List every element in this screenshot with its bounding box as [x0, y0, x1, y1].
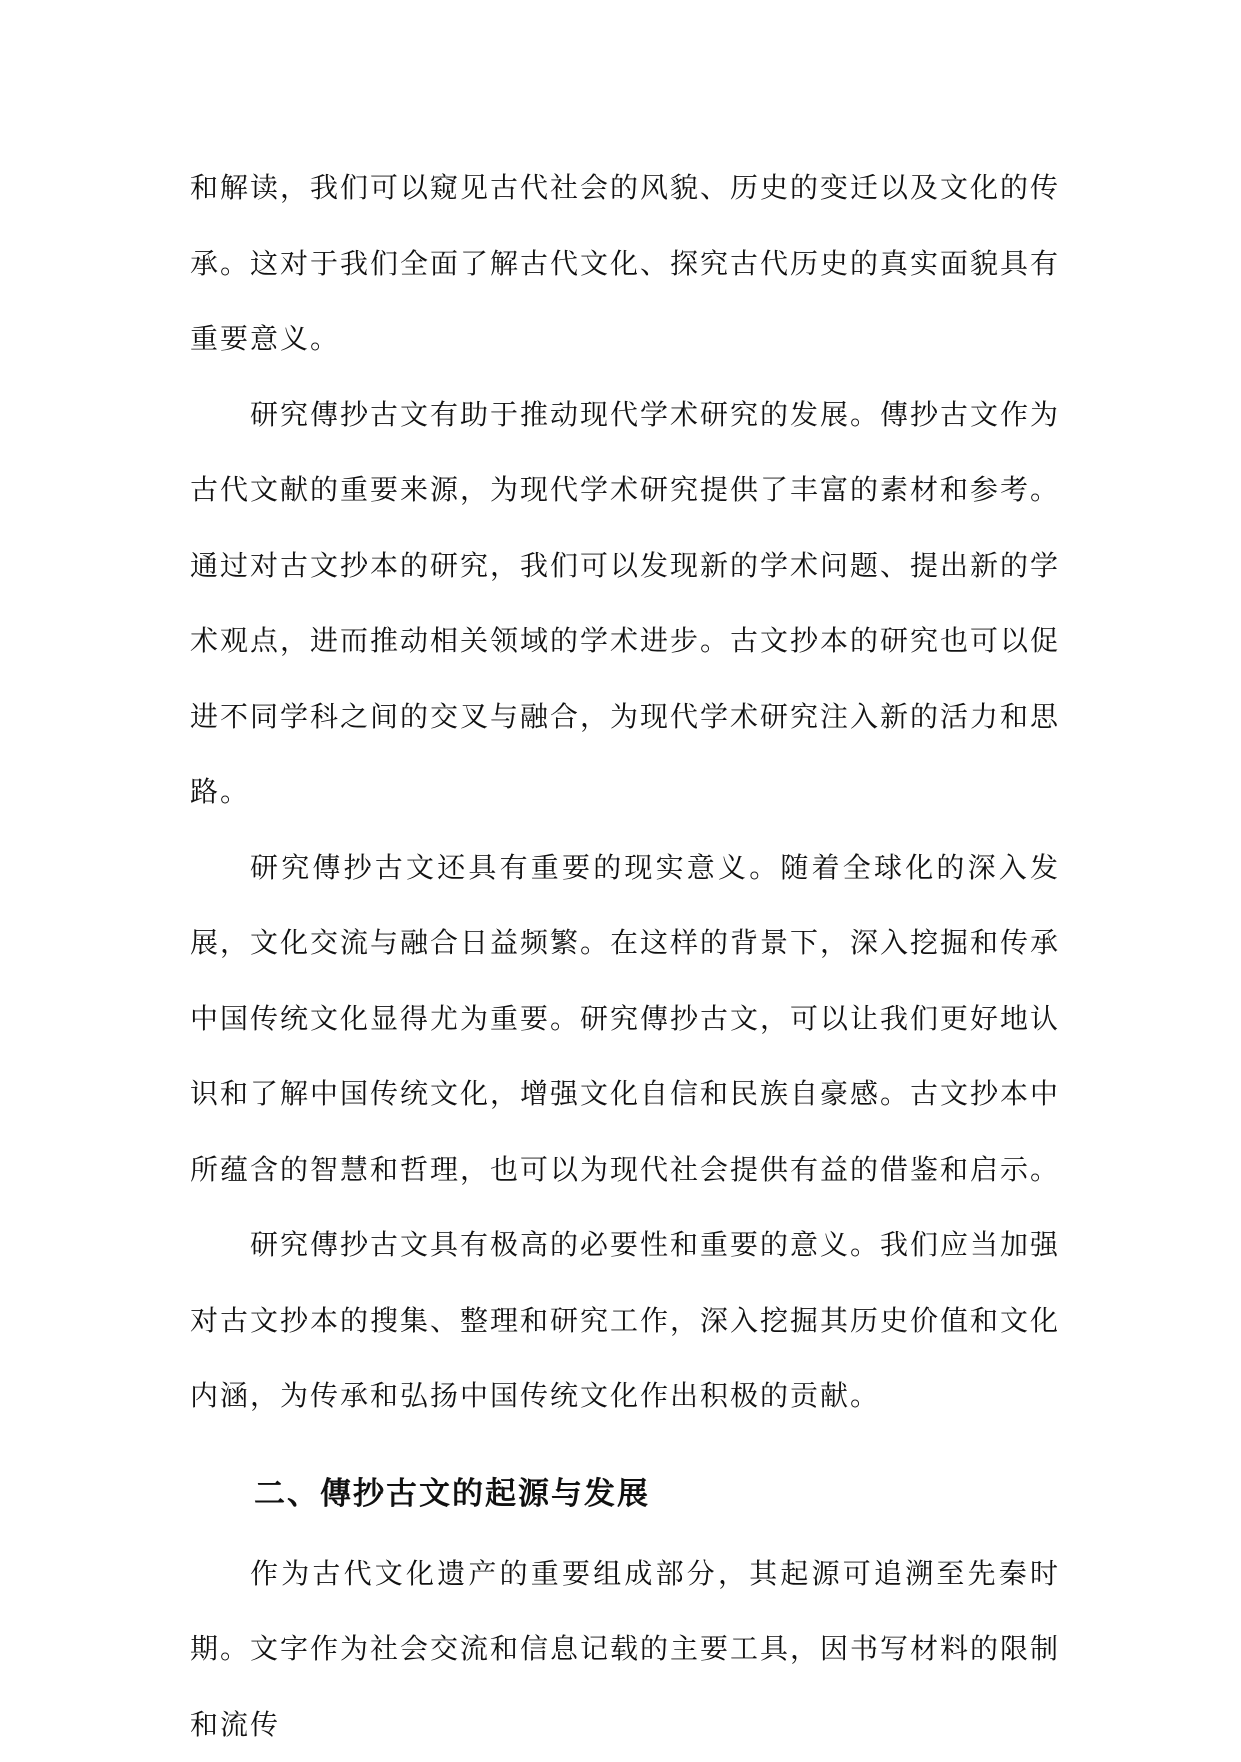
document-body [190, 150, 1060, 1762]
paragraph-academic-significance: 研究傳抄古文有助于推动现代学术研究的发展。傳抄古文作为古代文献的重要来源，为现代学术研究提供了丰富的素材和参考。通过对古文抄本的研究，我们可以发现新的学术问题、提出新的学术观点，进而推动相关领域的学术进步。古文抄本的研究也可以促进不同学科之间的交叉与融合，为现代学术研究注入新的活力和思路。 [190, 377, 1060, 830]
paragraph-conclusion: 研究傳抄古文具有极高的必要性和重要的意义。我们应当加强对古文抄本的搜集、整理和研究工作，深入挖掘其历史价值和文化内涵，为传承和弘扬中国传统文化作出积极的贡献。 [190, 1207, 1060, 1434]
paragraph-practical-significance: 研究傳抄古文还具有重要的现实意义。随着全球化的深入发展，文化交流与融合日益频繁。在这样的背景下，深入挖掘和传承中国传统文化显得尤为重要。研究傳抄古文，可以让我们更好地认识和了解中国传统文化，增强文化自信和民族自豪感。古文抄本中所蕴含的智慧和哲理，也可以为现代社会提供有益的借鉴和启示。 [190, 830, 1060, 1208]
paragraph-origin: 作为古代文化遗产的重要组成部分，其起源可追溯至先秦时期。文字作为社会交流和信息记载的主要工具，因书写材料的限制和流传 [190, 1536, 1060, 1762]
section-heading: 二、傳抄古文的起源与发展 [254, 1472, 1060, 1516]
paragraph-continued: 和解读，我们可以窥见古代社会的风貌、历史的变迁以及文化的传承。这对于我们全面了解古代文化、探究古代历史的真实面貌具有重要意义。 [190, 150, 1060, 377]
